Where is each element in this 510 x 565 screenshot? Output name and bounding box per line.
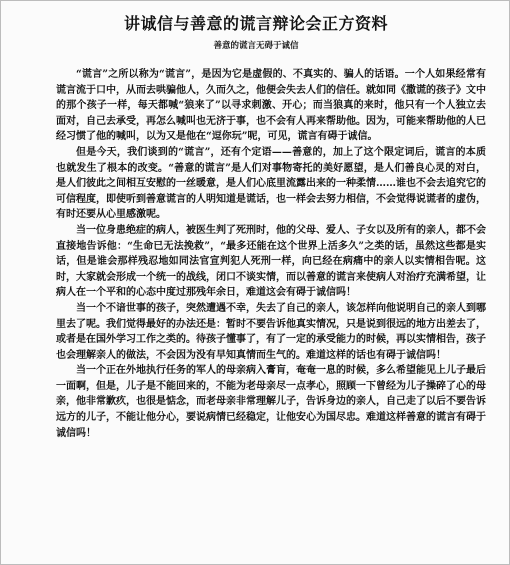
paragraph: 当一位身患绝症的病人，被医生判了死刑时，他的父母、爱人、子女以及所有的亲人，都不会直接地告诉他：“生命已无法挽救”，“最多还能在这个世界上活多久”之类的话，虽然这些都是实话，但是谁会那样残忍地如同法官宣判犯人死刑一样，向已经在病痛中的亲人以实情相告呢。这时，大家就会形成一个统一的战线，闭口不谈实情，而以善意的谎言来使病人对治疗充满希望，让病人在一个平和的心态中度过那残年余日，难道这会有碍于诚信吗！ <box>56 224 486 299</box>
paragraph: 但是今天，我们谈到的“谎言”，还有个定语——善意的，加上了这个限定词后，谎言的本质也就发生了根本的改变。“善意的谎言”是人们对事物寄托的美好愿望，是人们善良心灵的对白，是人们彼此之间相互安慰的一丝暖意，是人们心底里流露出来的一种柔情……谁也不会去追究它的可信程度，即使听到善意谎言的人明知道是谎话，也一样会去努力相信，不会觉得说谎者的虚伪，有时还要从心里感激呢。 <box>56 146 486 221</box>
paragraph: 当一个不谙世事的孩子，突然遭遇不幸，失去了自己的亲人，该怎样向他说明自己的亲人到哪里去了呢。我们觉得最好的办法还是：暂时不要告诉他真实情况，只是说到很远的地方出差去了，或者是在国外学习工作之类的。待孩子懂事了，有了一定的承受能力的时候，再以实情相告，孩子也会理解亲人的做法，不会因为没有早知真情而生气的。难道这样的话也有碍于诚信吗！ <box>56 302 486 361</box>
document-title: 讲诚信与善意的谎言辩论会正方资料 <box>123 14 388 33</box>
paragraph: 当一个正在外地执行任务的军人的母亲病入膏肓，奄奄一息的时候，多么希望能见上儿子最后一面啊，但是，儿子是不能回来的，不能为老母亲尽一点孝心，照顾一下曾经为儿子操碎了心的母亲，他非常歉疚，也很是惦念，而老母亲非常理解儿子，告诉身边的亲人，自己走了以后不要告诉远方的儿子，不能让他分心，要说病情已经稳定，让他安心为国尽忠。难道这样善意的谎言有碍于诚信吗！ <box>56 365 486 439</box>
document-body <box>56 67 486 441</box>
paragraph: “谎言”之所以称为“谎言”，是因为它是虚假的、不真实的、骗人的话语。一个人如果经常有谎言流于口中，从而去哄骗他人，久而久之，他便会失去人们的信任。就如同《撒谎的孩子》文中的那个孩子一样，每天都喊“狼来了”以寻求刺激、开心；而当狼真的来时，他只有一个人独立去面对，自己去承受，再怎么喊叫也无济于事，也不会有人再来帮助他。因为，可能来帮助他的人已经习惯了他的喊叫，以为又是他在“逗你玩”呢，可见，谎言有碍于诚信。 <box>56 69 486 143</box>
document-subtitle: 善意的谎言无碍于诚信 <box>213 41 299 51</box>
